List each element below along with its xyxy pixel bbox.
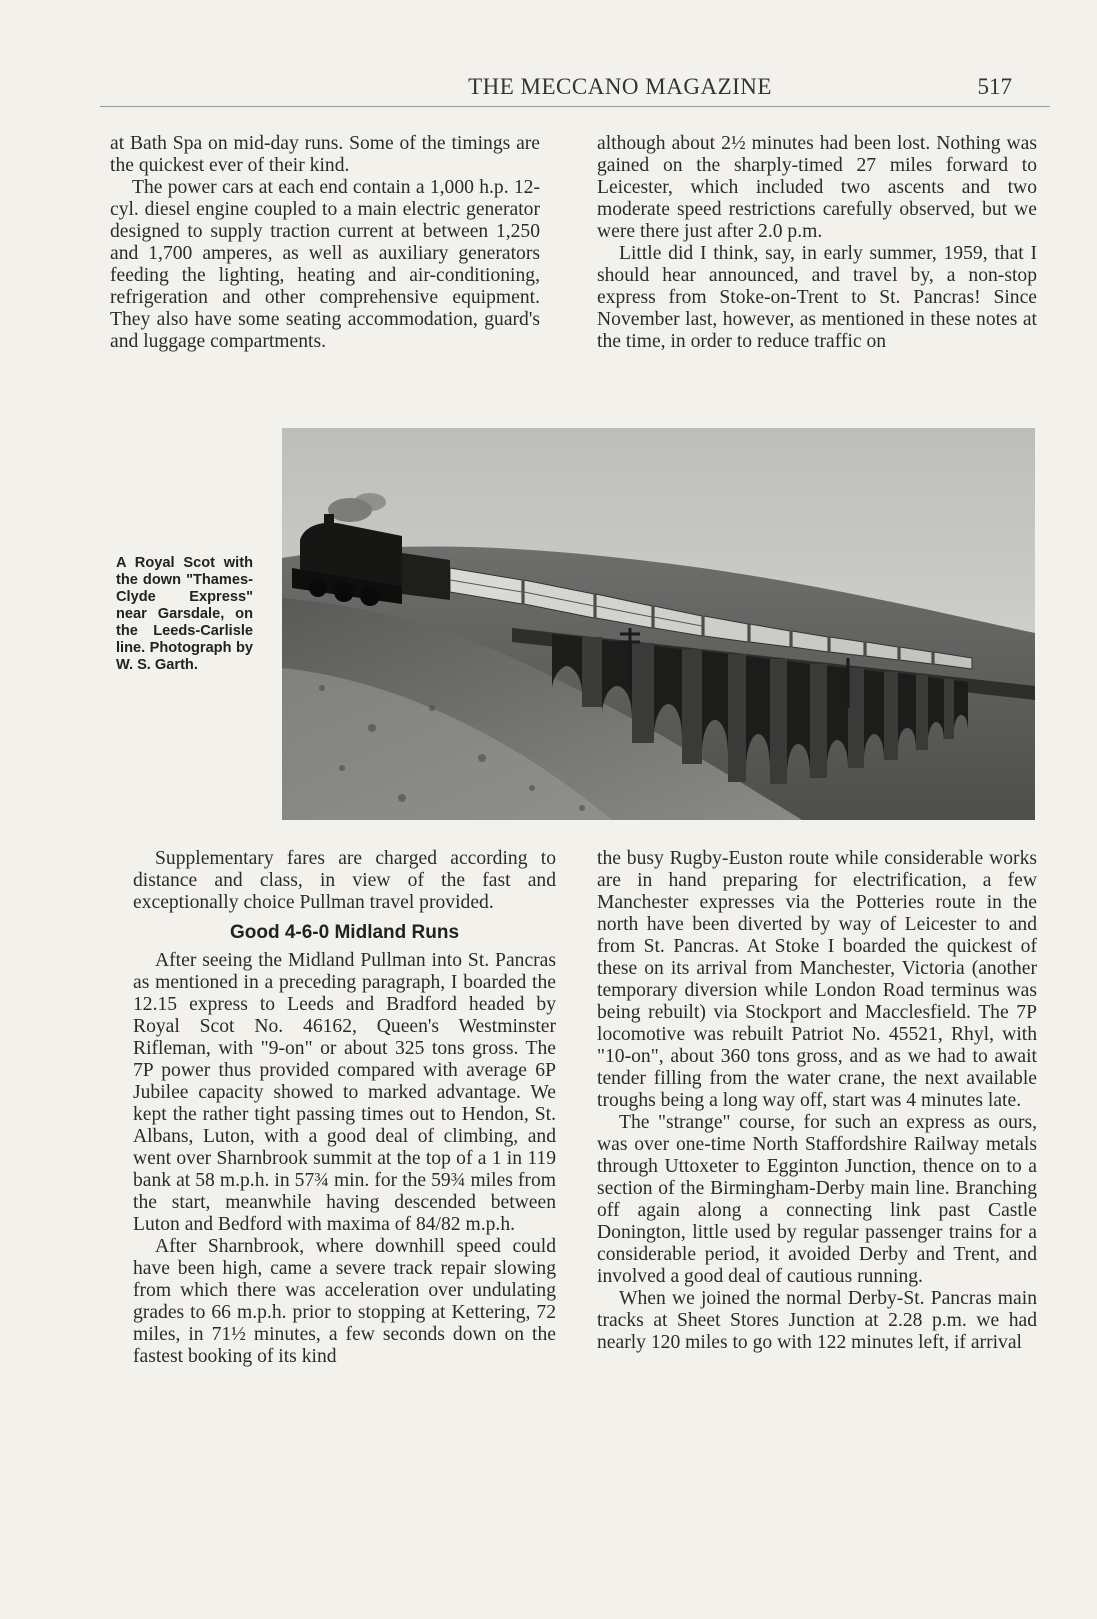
paragraph: The power cars at each end contain a 1,000 h.p. 12-cyl. diesel engine coupled to a main electric generator designed to supply traction current at between 1,250 and 1,700 amperes, as well as auxiliary generators feeding the lighting, heating and air-conditioning, refrigeration and other comprehensive equipment. They also have some seating accommodation, guard's and luggage compartments. — [110, 177, 540, 352]
paragraph: The "strange" course, for such an express as ours, was over one-time North Staffordshire Railway metals through Uttoxeter to Egginton Junction, thence on to a section of the Birmingham-Derby main line. Branching off again along a connecting link past Castle Donington, little used by regular passenger trains for a considerable period, it avoided Derby and Trent, and involved a good deal of cautious running. — [597, 1112, 1037, 1287]
magazine-title: THE MECCANO MAGAZINE — [468, 74, 772, 99]
paragraph: Little did I think, say, in early summer, 1959, that I should hear announced, and travel by, a non-stop express from Stoke-on-Trent to St. Pancras! Since November last, however, as mentioned in these notes at the time, in order to reduce traffic on — [597, 243, 1037, 352]
page-header — [100, 70, 1050, 107]
viaduct-train-illustration — [282, 428, 1035, 820]
column-top-left — [110, 133, 540, 353]
paragraph: at Bath Spa on mid-day runs. Some of the timings are the quickest ever of their kind. — [110, 133, 540, 176]
column-top-right — [597, 133, 1037, 353]
paragraph: When we joined the normal Derby-St. Pancras main tracks at Sheet Stores Junction at 2.28 p.m. we had nearly 120 miles to go with 122 minutes left, if arrival — [597, 1288, 1037, 1353]
column-bottom-left — [133, 848, 556, 1368]
paragraph: although about 2½ minutes had been lost. Nothing was gained on the sharply-timed 27 miles forward to Leicester, which included two ascents and two moderate speed restrictions carefully observed, but we were there just after 2.0 p.m. — [597, 133, 1037, 242]
column-bottom-right — [597, 848, 1037, 1354]
paragraph: After Sharnbrook, where downhill speed could have been high, came a severe track repair slowing from which there was acceleration over undulating grades to 66 m.p.h. prior to stopping at Kettering, 72 miles, in 71½ minutes, a few seconds down on the fastest booking of its kind — [133, 1236, 556, 1367]
page-number: 517 — [977, 74, 1012, 99]
photo-caption: A Royal Scot with the down "Thames-Clyde Express" near Garsdale, on the Leeds-Carlisle line. Photograph by W. S. Garth. — [116, 555, 253, 673]
paragraph: After seeing the Midland Pullman into St. Pancras as mentioned in a preceding paragraph, I boarded the 12.15 express to Leeds and Bradford headed by Royal Scot No. 46162, Queen's Westminster Rifleman, with "9-on" or about 325 tons gross. The 7P power thus provided compared with average 6P Jubilee capacity showed to marked advantage. We kept the rather tight passing times out to Hendon, St. Albans, Luton, with a good deal of climbing, and went over Sharnbrook summit at the top of a 1 in 119 bank at 58 m.p.h. in 57¾ min. for the 59¾ miles from the start, meanwhile having descended between Luton and Bedford with maxima of 84/82 m.p.h. — [133, 950, 556, 1235]
paragraph: the busy Rugby-Euston route while considerable works are in hand preparing for electrification, a few Manchester expresses via the Potteries route in the north have been diverted by way of Leicester to and from St. Pancras. At Stoke I boarded the quickest of these on its arrival from Manchester, Victoria (another temporary diversion while London Road terminus was being rebuilt) via Stockport and Macclesfield. The 7P locomotive was rebuilt Patriot No. 45521, Rhyl, with "10-on", about 360 tons gross, and as we had to await tender filling from the water crane, the next available troughs being a long way off, start was 4 minutes late. — [597, 848, 1037, 1111]
paragraph: Supplementary fares are charged according to distance and class, in view of the fast and exceptionally choice Pullman travel provided. — [133, 848, 556, 913]
train-photograph — [282, 428, 1035, 820]
section-heading: Good 4-6-0 Midland Runs — [229, 922, 460, 943]
